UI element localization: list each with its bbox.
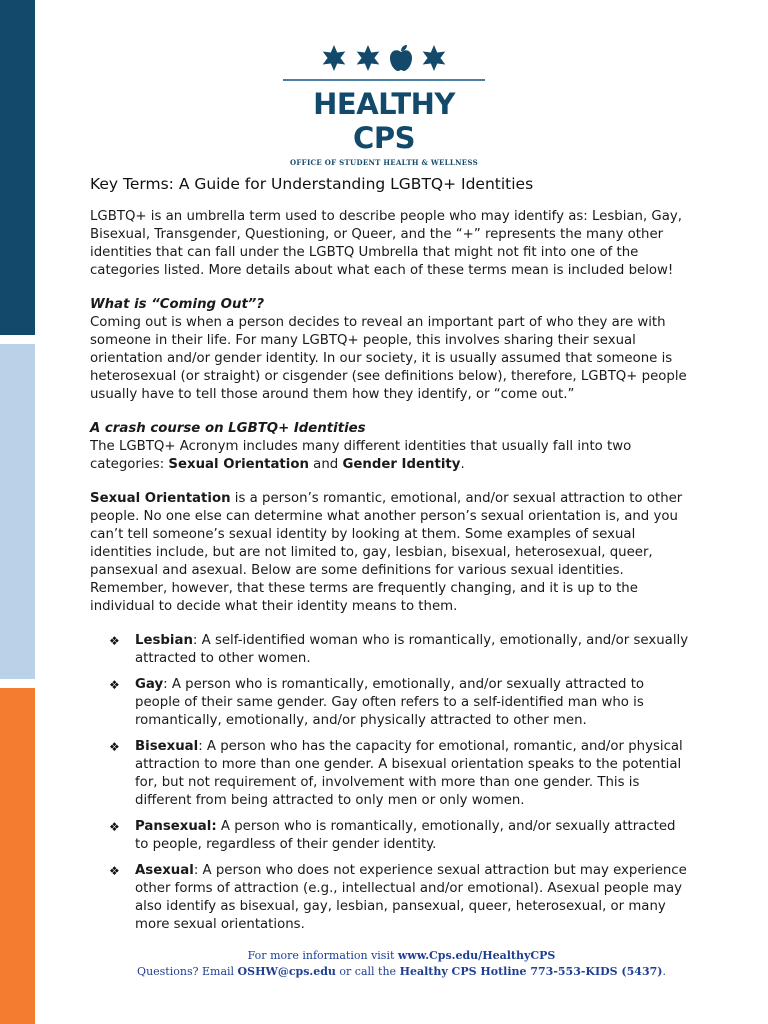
- apple-icon: [388, 44, 414, 72]
- sexual-orientation-text: is a person’s romantic, emotional, and/or sexual attraction to other people. No one else can determine what another person’s sexual orientation is, and you can’t tell someone’s sexual identity by looking at them. Some examples of sexual identities include, but are not limited to, gay, lesbian, bisexual, heterosexual, queer, pansexual and asexual. Below are some definitions for various sexual identities. Remember, however, that these terms are frequently changing, and it is up to the individual to decide what their identity means to them.: [90, 491, 683, 614]
- footer-website-link[interactable]: www.Cps.edu/HealthyCPS: [397, 949, 556, 962]
- crash-course-term-sexual-orientation: Sexual Orientation: [168, 457, 309, 472]
- definition-text: A person who is romantically, emotionally, and/or sexually attracted to people, regardless of their gender identity.: [135, 819, 676, 852]
- page-title: Key Terms: A Guide for Understanding LGBTQ+ Identities: [90, 175, 534, 193]
- definition-text: : A person who does not experience sexual attraction but may experience other forms of attraction (e.g., intellectual and/or emotional). Asexual people may also identify as bisexual, gay, lesbian, pansexual, queer, heterosexual, or many more sexual orientations.: [135, 863, 687, 932]
- definition-term: Bisexual: [135, 739, 199, 754]
- side-band-light-blue: [0, 344, 35, 679]
- side-band-orange: [0, 688, 35, 1024]
- crash-course-heading: A crash course on LGBTQ+ Identities: [90, 421, 366, 436]
- intro-paragraph: LGBTQ+ is an umbrella term used to describe people who may identify as: Lesbian, Gay, Bisexual, Transgender, Questioning, or Queer, and the “+” represents the many other identities that can fall under the LGBTQ Umbrella that might not fit into one of the categories listed. More details about what each of these terms mean is included below!: [90, 209, 682, 278]
- sexual-orientation-term: Sexual Orientation: [90, 491, 231, 506]
- footer-line-2: [35, 964, 768, 980]
- coming-out-section: [90, 296, 690, 404]
- star-icon: [320, 44, 348, 72]
- crash-course-and: and: [308, 457, 343, 472]
- definition-text: : A self-identified woman who is romantically, emotionally, and/or sexually attracted to other women.: [135, 633, 689, 666]
- star-icon: [354, 44, 382, 72]
- footer-line-1: [35, 948, 768, 964]
- crash-course-section: [90, 420, 690, 474]
- sexual-orientation-paragraph: [90, 490, 690, 616]
- diamond-bullet-icon: ❖: [109, 820, 120, 834]
- definition-text: : A person who is romantically, emotionally, and/or sexually attracted to people of their same gender. Gay often refers to a self-identified man who is romantically, emotionally, and/or physically attracted to other men.: [135, 677, 645, 728]
- footer-hotline: Healthy CPS Hotline 773-553-KIDS (5437): [399, 965, 663, 978]
- logo-icon-row: [283, 40, 485, 76]
- definition-term: Asexual: [135, 863, 194, 878]
- list-item: [90, 676, 690, 730]
- footer: [35, 948, 768, 980]
- footer-email-link[interactable]: OSHW@cps.edu: [237, 965, 336, 978]
- diamond-bullet-icon: ❖: [109, 634, 120, 648]
- document-body: [90, 174, 690, 942]
- footer-info-text: For more information visit: [247, 949, 398, 962]
- definitions-list: [90, 632, 690, 934]
- side-band-navy: [0, 0, 35, 335]
- logo-divider: [283, 79, 485, 81]
- crash-course-text: The LGBTQ+ Acronym includes many different identities that usually fall into two categories:: [90, 439, 632, 472]
- healthy-cps-logo: [283, 40, 485, 167]
- star-icon: [420, 44, 448, 72]
- definition-text: : A person who has the capacity for emotional, romantic, and/or physical attraction to more than one gender. A bisexual orientation speaks to the potential for, but not requirement of, involvement with more than one gender. This is different from being attracted to only men or only women.: [135, 739, 683, 808]
- footer-call-text: or call the: [335, 965, 400, 978]
- diamond-bullet-icon: ❖: [109, 864, 120, 878]
- definition-term: Gay: [135, 677, 164, 692]
- list-item: [90, 632, 690, 668]
- list-item: [90, 862, 690, 934]
- crash-course-term-gender-identity: Gender Identity: [342, 457, 461, 472]
- logo-wordmark: HEALTHY CPS: [313, 87, 455, 155]
- diamond-bullet-icon: ❖: [109, 740, 120, 754]
- list-item: [90, 818, 690, 854]
- diamond-bullet-icon: ❖: [109, 678, 120, 692]
- coming-out-heading: What is “Coming Out”?: [90, 297, 265, 312]
- footer-end: .: [662, 965, 666, 978]
- crash-course-end: .: [460, 457, 465, 472]
- logo-subtitle: OFFICE OF STUDENT HEALTH & WELLNESS: [290, 158, 478, 167]
- list-item: [90, 738, 690, 810]
- coming-out-text: Coming out is when a person decides to reveal an important part of who they are with someone in their life. For many LGBTQ+ people, this involves sharing their sexual orientation and/or gender identity. In our society, it is usually assumed that someone is heterosexual (or straight) or cisgender (see definitions below), therefore, LGBTQ+ people usually have to tell those around them how they identify, or “come out.”: [90, 315, 687, 402]
- definition-term: Pansexual:: [135, 819, 217, 834]
- footer-questions-text: Questions? Email: [137, 965, 238, 978]
- definition-term: Lesbian: [135, 633, 193, 648]
